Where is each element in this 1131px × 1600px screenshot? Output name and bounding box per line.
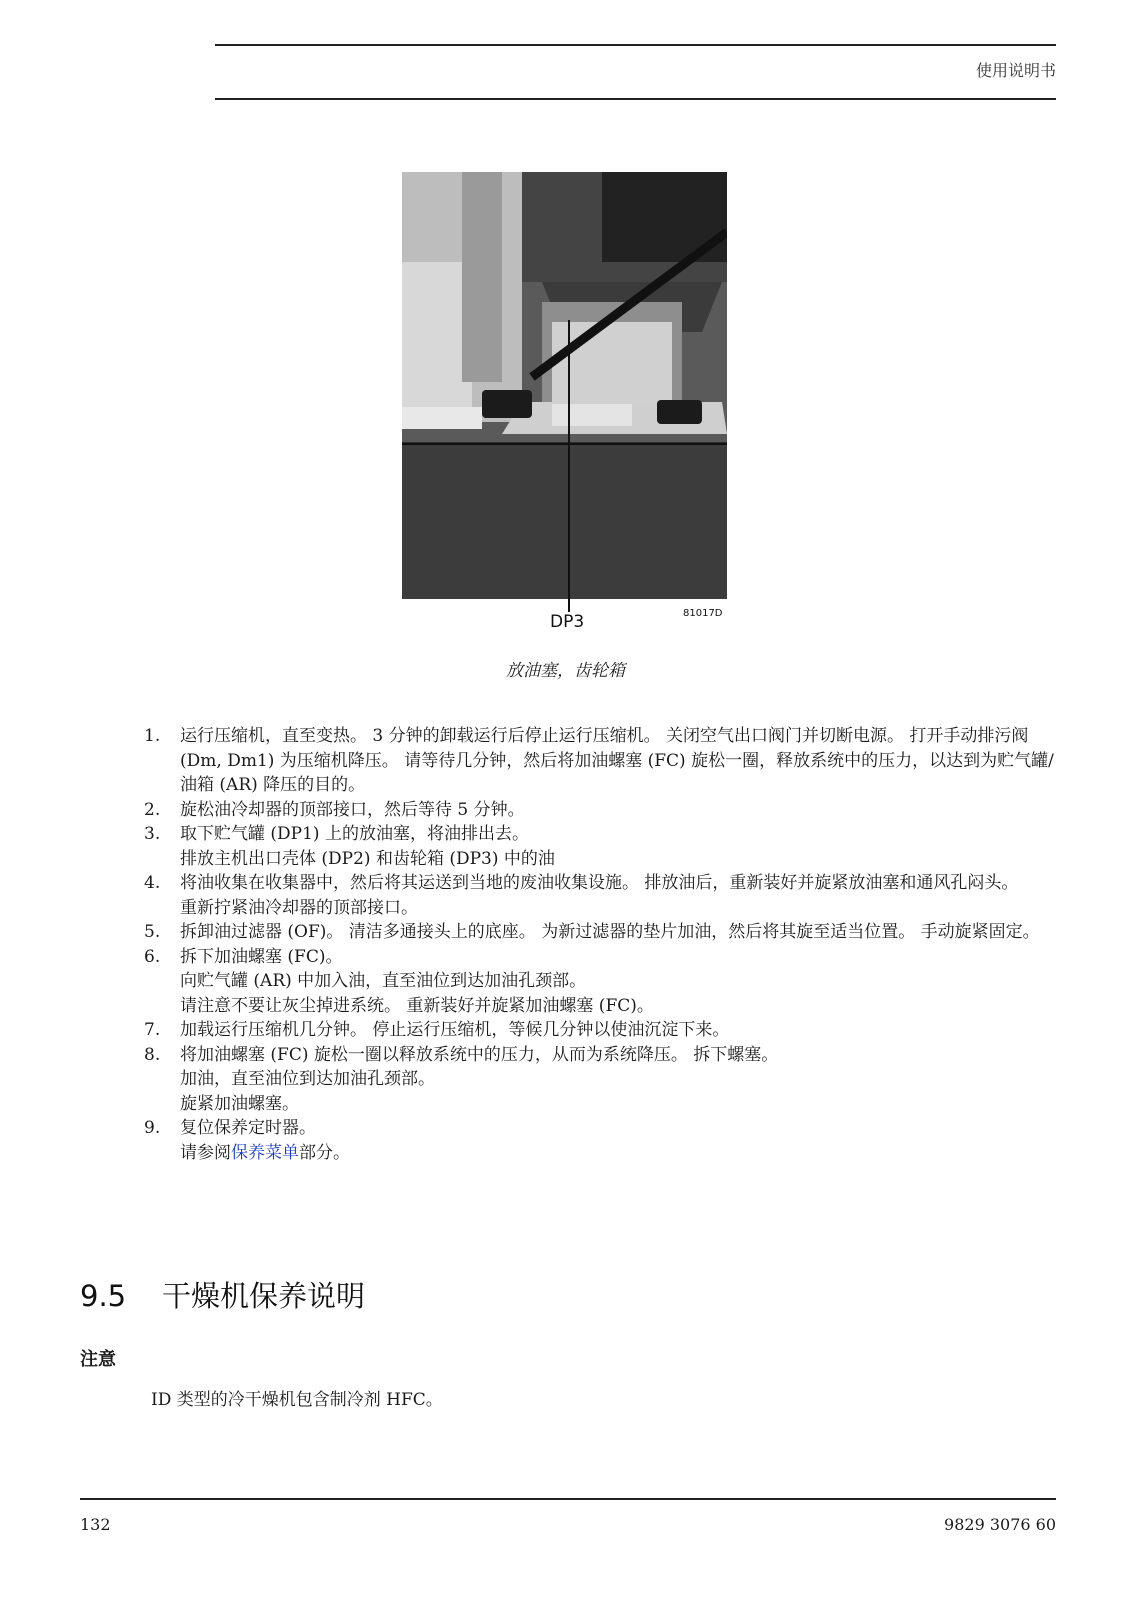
step-text: 取下贮气罐 (DP1) 上的放油塞，将油排出去。 xyxy=(180,824,529,844)
section-heading xyxy=(80,1274,365,1315)
note-title: 注意 xyxy=(80,1349,116,1370)
reference-prefix: 请参阅 xyxy=(180,1142,231,1163)
gearbox-drain-plug-photo xyxy=(402,172,727,599)
step-number: 9. xyxy=(144,1118,161,1138)
step-item xyxy=(144,1043,1064,1117)
step-body xyxy=(180,871,1064,920)
step-text: 加油，直至油位到达加油孔颈部。 xyxy=(180,1069,435,1089)
callout-leader-line xyxy=(567,320,571,612)
section-title: 干燥机保养说明 xyxy=(162,1279,366,1313)
step-body xyxy=(180,724,1064,798)
step-text: 排放主机出口壳体 (DP2) 和齿轮箱 (DP3) 中的油 xyxy=(180,848,555,869)
figure-caption: 放油塞，齿轮箱 xyxy=(506,661,625,681)
step-body xyxy=(180,945,1064,1019)
step-number: 3. xyxy=(144,824,161,844)
step-body xyxy=(180,822,1064,871)
step-body xyxy=(180,798,1064,823)
header-rule-bottom xyxy=(215,98,1056,100)
step-number: 4. xyxy=(144,873,161,893)
document-number: 9829 3076 60 xyxy=(944,1515,1056,1534)
step-text: 拆下加油螺塞 (FC)。 xyxy=(180,946,343,967)
step-number: 6. xyxy=(144,946,161,967)
step-number: 1. xyxy=(144,726,161,746)
procedure-steps xyxy=(144,724,1064,1165)
step-text: 拆卸油过滤器 (OF)。 清洁多通接头上的底座。 为新过滤器的垫片加油，然后将其旋至适当位置。 手动旋紧固定。 xyxy=(180,922,1040,942)
step-reference xyxy=(180,1141,1064,1166)
step-item xyxy=(144,945,1064,1019)
header-title: 使用说明书 xyxy=(975,61,1056,80)
step-item xyxy=(144,822,1064,871)
step-body xyxy=(180,1116,1064,1165)
step-body xyxy=(180,1043,1064,1117)
step-item xyxy=(144,1018,1064,1043)
step-item xyxy=(144,920,1064,945)
step-text: 运行压缩机，直至变热。 3 分钟的卸载运行后停止运行压缩机。 关闭空气出口阀门并切断电源。 打开手动排污阀 (Dm, Dm1) 为压缩机降压。 请等待几分钟，然后将加油螺塞 (FC) 旋松一圈，释放系统中的压力，以达到为贮气罐/油箱 (AR) 降压的目的。 xyxy=(180,726,1054,795)
footer-rule xyxy=(80,1498,1056,1500)
step-number: 8. xyxy=(144,1044,161,1065)
photo-illustration xyxy=(402,172,727,599)
step-text: 向贮气罐 (AR) 中加入油，直至油位到达加油孔颈部。 xyxy=(180,971,587,991)
reference-suffix: 部分。 xyxy=(299,1142,350,1163)
page-number: 132 xyxy=(80,1515,111,1534)
header-rule-top xyxy=(215,44,1056,46)
maintenance-menu-link[interactable]: 保养菜单 xyxy=(231,1142,299,1163)
step-body xyxy=(180,1018,1064,1043)
step-text: 将加油螺塞 (FC) 旋松一圈以释放系统中的压力，从而为系统降压。 拆下螺塞。 xyxy=(180,1044,779,1065)
step-text: 将油收集在收集器中，然后将其运送到当地的废油收集设施。 排放油后，重新装好并旋紧放油塞和通风孔闷头。 xyxy=(180,873,1019,893)
figure-image-code: 81017D xyxy=(683,608,723,619)
step-text: 重新拧紧油冷却器的顶部接口。 xyxy=(180,897,418,918)
step-number: 7. xyxy=(144,1020,161,1040)
step-item xyxy=(144,798,1064,823)
step-item xyxy=(144,871,1064,920)
step-item xyxy=(144,724,1064,798)
section-number: 9.5 xyxy=(80,1279,127,1313)
step-text: 旋松油冷却器的顶部接口，然后等待 5 分钟。 xyxy=(180,799,525,820)
callout-label-dp3: DP3 xyxy=(550,612,585,632)
step-text: 旋紧加油螺塞。 xyxy=(180,1093,299,1114)
note-text: ID 类型的冷干燥机包含制冷剂 HFC。 xyxy=(151,1390,443,1410)
step-text: 请注意不要让灰尘掉进系统。 重新装好并旋紧加油螺塞 (FC)。 xyxy=(180,995,654,1016)
step-number: 2. xyxy=(144,799,161,820)
step-body xyxy=(180,920,1064,945)
step-number: 5. xyxy=(144,922,161,942)
step-text: 加载运行压缩机几分钟。 停止运行压缩机，等候几分钟以使油沉淀下来。 xyxy=(180,1020,730,1040)
step-item xyxy=(144,1116,1064,1165)
step-text: 复位保养定时器。 xyxy=(180,1118,316,1138)
